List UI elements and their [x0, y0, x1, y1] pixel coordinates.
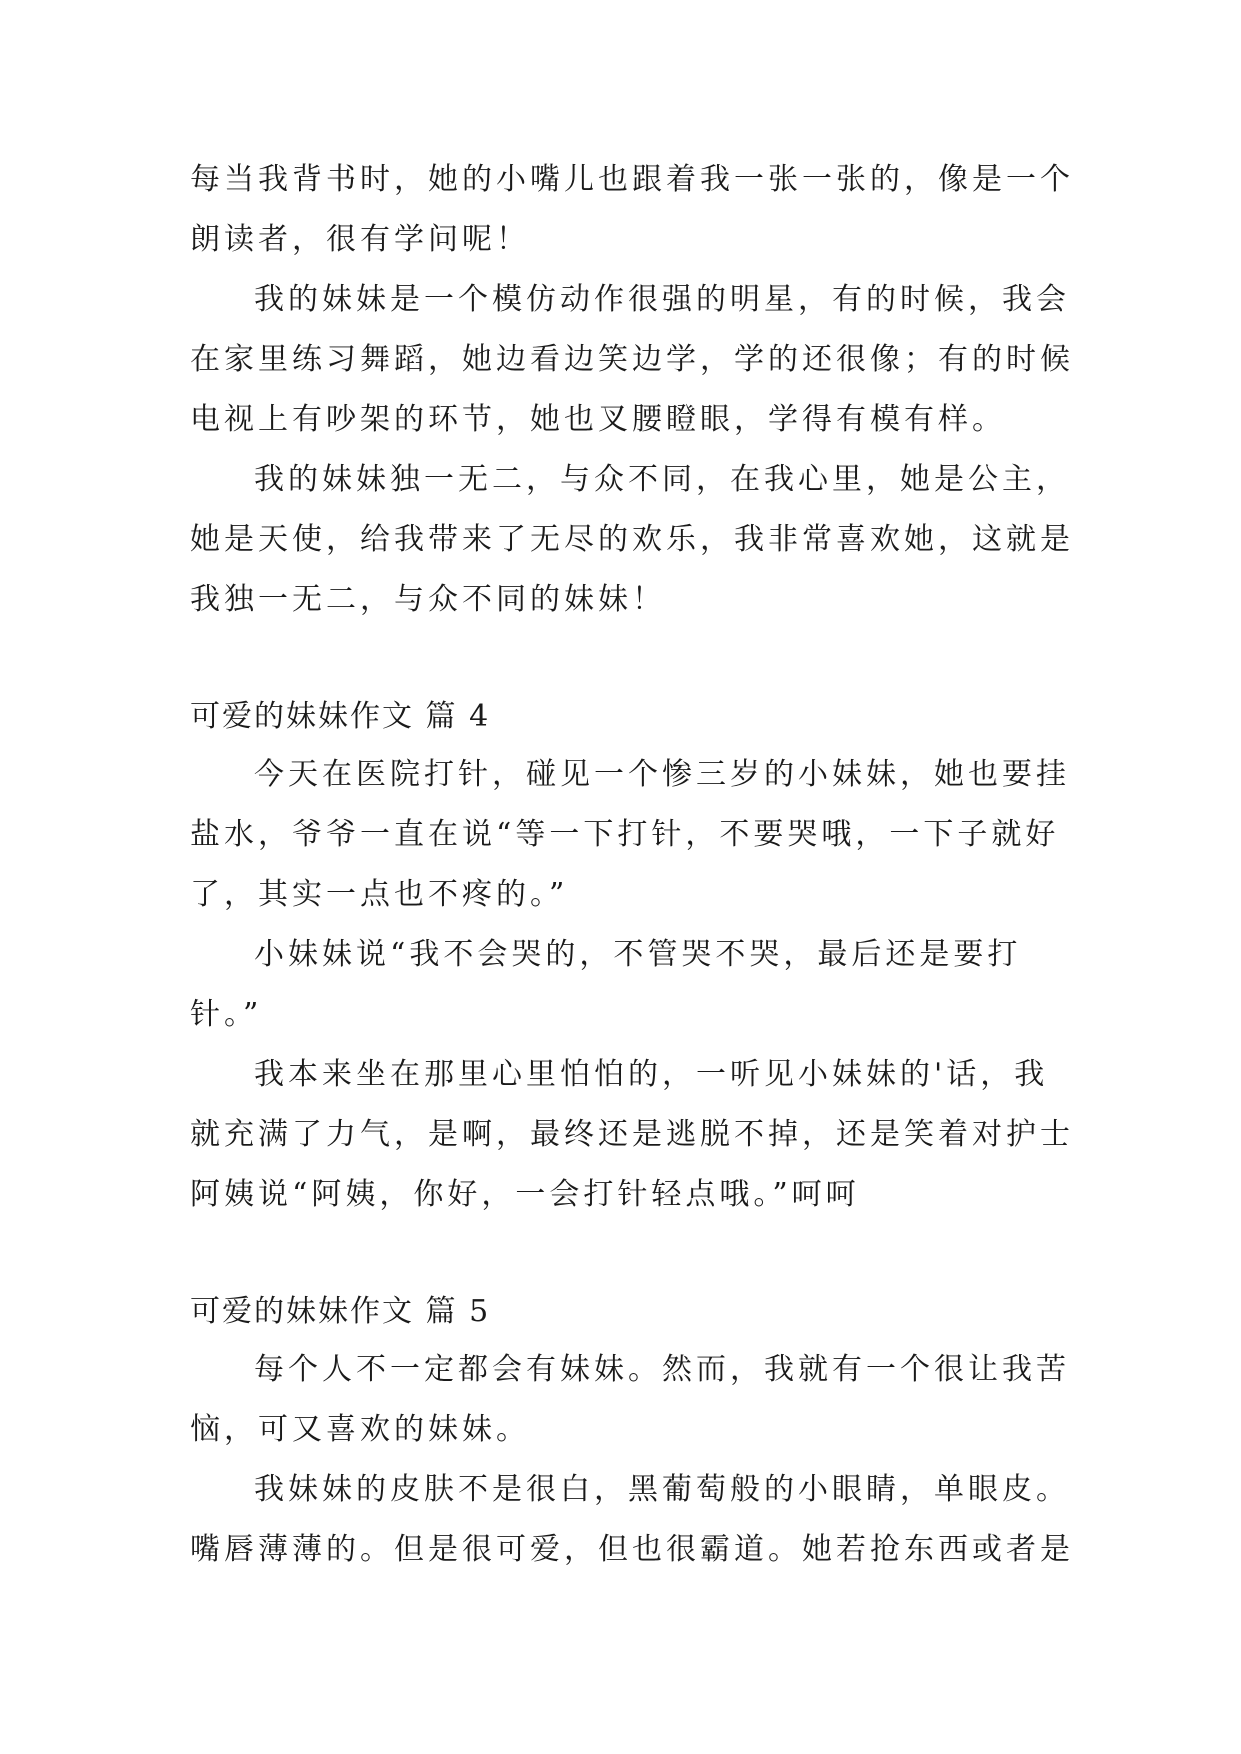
section-heading: 可爱的妹妹作文 篇 4 — [190, 699, 491, 734]
paragraph-start-line: 我妹妹的皮肤不是很白，黑葡萄般的小眼睛，单眼皮。 — [254, 1472, 1070, 1507]
text-line: 电视上有吵架的环节，她也叉腰瞪眼，学得有模有样。 — [190, 402, 1006, 437]
paragraph-start-line: 今天在医院打针，碰见一个惨三岁的小妹妹，她也要挂 — [254, 757, 1070, 792]
text-line: 盐水，爷爷一直在说“等一下打针，不要哭哦，一下子就好 — [190, 817, 1060, 852]
text-line: 了，其实一点也不疼的。” — [190, 877, 569, 912]
text-line: 她是天使，给我带来了无尽的欢乐，我非常喜欢她，这就是 — [190, 522, 1074, 557]
paragraph-start-line: 我的妹妹独一无二，与众不同，在我心里，她是公主， — [254, 462, 1070, 497]
paragraph-start-line: 我本来坐在那里心里怕怕的，一听见小妹妹的'话，我 — [254, 1057, 1049, 1092]
text-line: 就充满了力气，是啊，最终还是逃脱不掉，还是笑着对护士 — [190, 1117, 1074, 1152]
text-line: 恼，可又喜欢的妹妹。 — [190, 1412, 530, 1447]
text-line: 嘴唇薄薄的。但是很可爱，但也很霸道。她若抢东西或者是 — [190, 1532, 1074, 1567]
text-line: 我独一无二，与众不同的妹妹！ — [190, 582, 666, 617]
text-line: 在家里练习舞蹈，她边看边笑边学，学的还很像；有的时候 — [190, 342, 1074, 377]
text-line: 朗读者，很有学问呢！ — [190, 222, 530, 257]
text-line: 针。” — [190, 997, 263, 1032]
text-line: 阿姨说“阿姨，你好，一会打针轻点哦。”呵呵 — [190, 1177, 860, 1212]
text-line: 每当我背书时，她的小嘴儿也跟着我一张一张的，像是一个 — [190, 162, 1074, 197]
paragraph-start-line: 我的妹妹是一个模仿动作很强的明星，有的时候，我会 — [254, 282, 1070, 317]
paragraph-start-line: 小妹妹说“我不会哭的，不管哭不哭，最后还是要打 — [254, 937, 1022, 972]
section-heading: 可爱的妹妹作文 篇 5 — [190, 1294, 491, 1329]
paragraph-start-line: 每个人不一定都会有妹妹。然而，我就有一个很让我苦 — [254, 1352, 1070, 1387]
